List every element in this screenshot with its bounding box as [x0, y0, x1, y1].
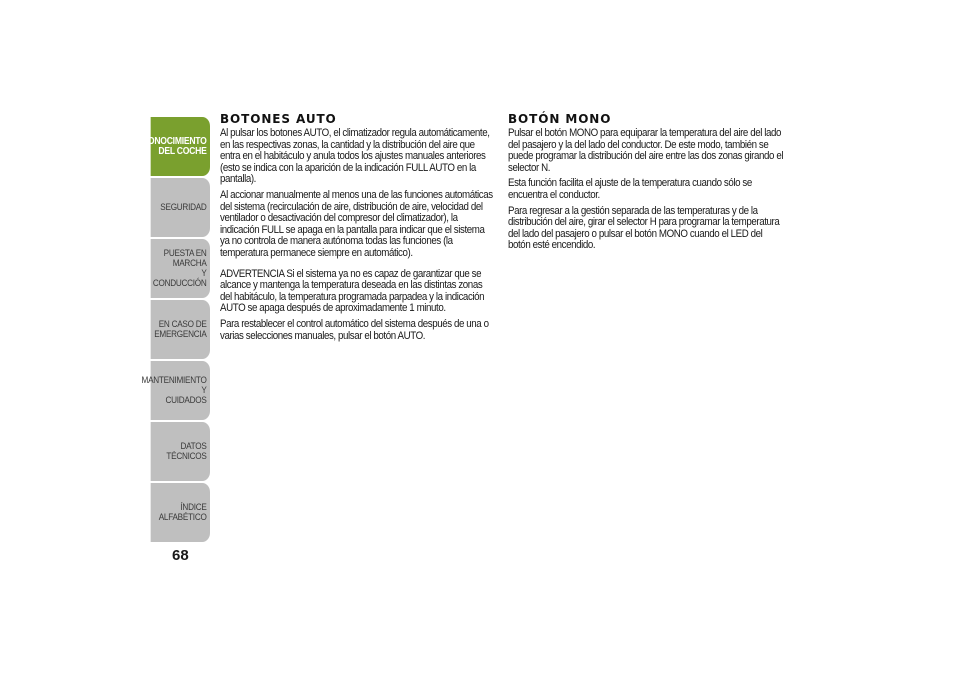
- section-botones-auto: [220, 112, 496, 346]
- paragraph: Pulsar el botón MONO para equiparar la temperatura del aire del lado del pasajero y la del lado del conductor. De este modo, también se puede programar la distribución del aire entre las dos zonas girando el selector N.: [508, 127, 784, 174]
- tab-datos-tecnicos[interactable]: DATOS TÉCNICOS: [151, 422, 210, 481]
- tab-mantenimiento[interactable]: MANTENIMIENTO Y CUIDADOS: [151, 361, 210, 420]
- page-number: 68: [172, 547, 189, 564]
- paragraph: Al pulsar los botones AUTO, el climatizador regula automáticamente, en las respectivas zonas, la cantidad y la distribución del aire que entra en el habitáculo y anula todos los ajustes manuales anteriores (esto se indica con la aparición de la indicación FULL AUTO en la pantalla).: [220, 127, 490, 186]
- section-heading: BOTÓN MONO: [508, 112, 612, 126]
- tab-en-caso-de-emergencia[interactable]: EN CASO DE EMERGENCIA: [151, 300, 210, 359]
- paragraph: Esta función facilita el ajuste de la temperatura cuando sólo se encuentra el conductor.: [508, 177, 752, 201]
- tab-indice-alfabetico[interactable]: ÍNDICE ALFABÉTICO: [151, 483, 210, 542]
- tab-seguridad[interactable]: SEGURIDAD: [151, 178, 210, 237]
- warning-paragraph: ADVERTENCIA Si el sistema ya no es capaz de garantizar que se alcance y mantenga la temperatura deseada en las distintas zonas del habitáculo, la temperatura programada parpadea y la indicación AUTO se apaga después de aproximadamente 1 minuto.: [220, 267, 485, 315]
- paragraph: Al accionar manualmente al menos una de las funciones automáticas del sistema (recirculación de aire, distribución de aire, velocidad del ventilador o desactivación del compresor del climatizador), la indicación FULL se apaga en la pantalla para indicar que el sistema ya no controla de manera autónoma todas las funciones (la temperatura permanece siempre en automático).: [220, 188, 493, 259]
- tab-conocimiento-del-coche[interactable]: CONOCIMIENTO DEL COCHE: [151, 117, 210, 176]
- paragraph: Para regresar a la gestión separada de las temperaturas y de la distribución del aire, girar el selector H para programar la temperatura del lado del pasajero o pulsar el botón MONO cuando el LED del botón esté encendido.: [508, 204, 780, 252]
- tab-puesta-en-marcha[interactable]: PUESTA EN MARCHA Y CONDUCCIÓN: [151, 239, 210, 298]
- section-boton-mono: [508, 112, 790, 256]
- paragraph: Para restablecer el control automático del sistema después de una o varias selecciones manuales, pulsar el botón AUTO.: [220, 317, 489, 342]
- section-heading: BOTONES AUTO: [220, 112, 337, 126]
- chapter-sidebar: [141, 117, 210, 544]
